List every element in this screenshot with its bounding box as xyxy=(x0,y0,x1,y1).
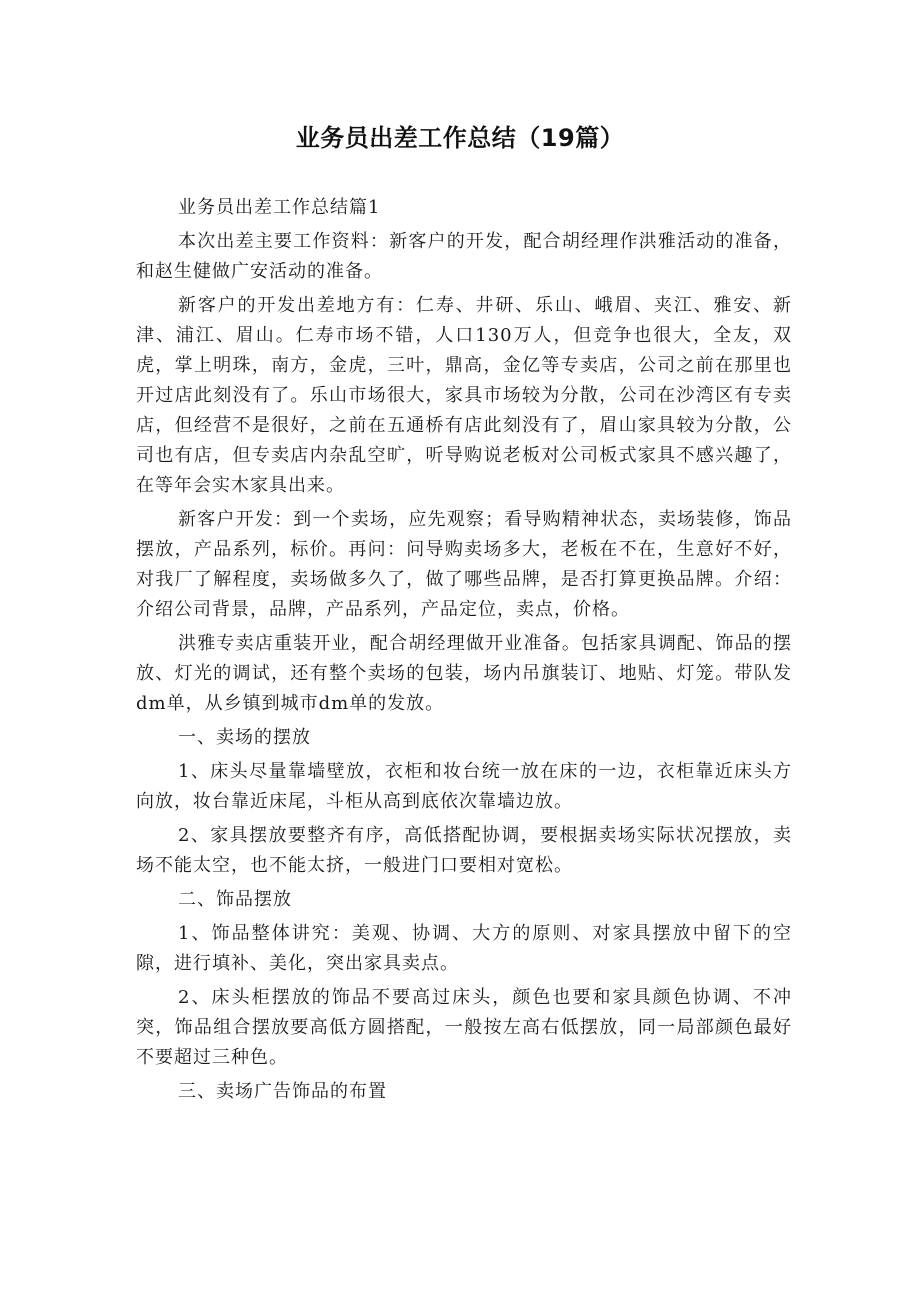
paragraph: 1、床头尽量靠墙壁放，衣柜和妆台统一放在床的一边，衣柜靠近床头方向放，妆台靠近床尾，斗柜从高到底依次靠墙边放。 xyxy=(136,761,792,812)
paragraph: 新客户开发：到一个卖场，应先观察；看导购精神状态，卖场装修，饰品摆放，产品系列，标价。再问：问导购卖场多大，老板在不在，生意好不好，对我厂了解程度，卖场做多久了，做了哪些品牌，是否打算更换品牌。介绍：介绍公司背景，品牌，产品系列，产品定位，卖点，价格。 xyxy=(136,509,792,620)
paragraph: 2、床头柜摆放的饰品不要高过床头，颜色也要和家具颜色协调、不冲突，饰品组合摆放要高低方圆搭配，一般按左高右低摆放，同一局部颜色最好不要超过三种色。 xyxy=(136,987,792,1068)
document-body xyxy=(136,193,792,1111)
paragraph: 新客户的开发出差地方有：仁寿、井研、乐山、峨眉、夹江、雅安、新津、浦江、眉山。仁寿市场不错，人口130万人，但竞争也很大，全友，双虎，掌上明珠，南方，金虎，三叶，鼎高，金亿等专卖店，公司之前在那里也开过店此刻没有了。乐山市场很大，家具市场较为分散，公司在沙湾区有专卖店，但经营不是很好，之前在五通桥有店此刻没有了，眉山家具较为分散，公司也有店，但专卖店内杂乱空旷，听导购说老板对公司板式家具不感兴趣了，在等年会实木家具出来。 xyxy=(136,295,792,496)
document-title: 业务员出差工作总结（19篇） xyxy=(295,124,625,152)
section-heading: 业务员出差工作总结篇1 xyxy=(178,197,381,218)
subsection-heading: 二、饰品摆放 xyxy=(178,889,292,910)
paragraph: 本次出差主要工作资料：新客户的开发，配合胡经理作洪雅活动的准备，和赵生健做广安活动的准备。 xyxy=(136,231,792,282)
paragraph: 1、饰品整体讲究：美观、协调、大方的原则、对家具摆放中留下的空隙，进行填补、美化，突出家具卖点。 xyxy=(136,923,792,974)
subsection-heading: 三、卖场广告饰品的布置 xyxy=(178,1081,387,1102)
paragraph: 2、家具摆放要整齐有序，高低搭配协调，要根据卖场实际状况摆放，卖场不能太空，也不能太挤，一般进门口要相对宽松。 xyxy=(136,825,792,876)
paragraph: 洪雅专卖店重装开业，配合胡经理做开业准备。包括家具调配、饰品的摆放、灯光的调试，还有整个卖场的包装，场内吊旗装订、地贴、灯笼。带队发dm单，从乡镇到城市dm单的发放。 xyxy=(136,633,792,714)
subsection-heading: 一、卖场的摆放 xyxy=(178,727,311,748)
